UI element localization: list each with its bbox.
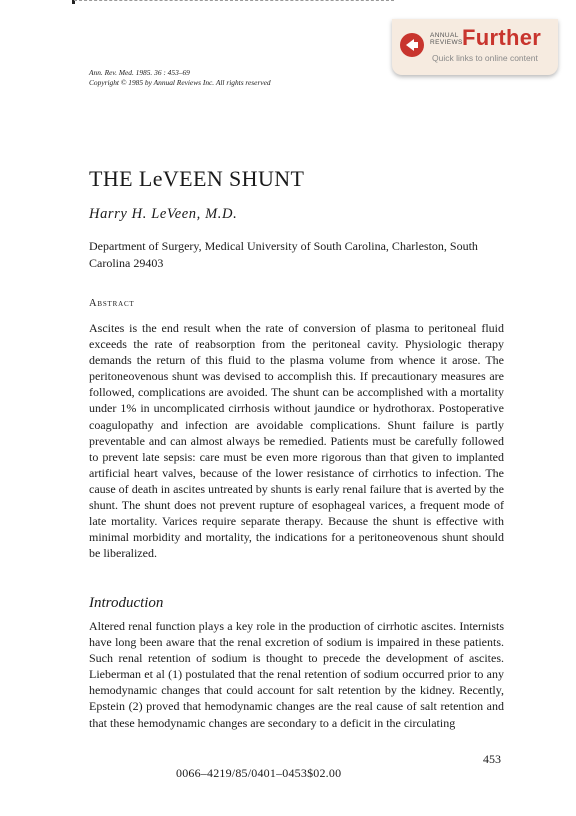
abstract-body: Ascites is the end result when the rate of conversion of plasma to peritoneal fluid exceeds the rate of reabsorption from the peritoneal cavity. Physiologic therapy demands the return of this fluid to the plasma volume from whence it arose. The peritoneovenous shunt was devised to accomplish this. If precautionary measures are followed, complications are avoided. The shunt can be accomplished with a mortality under 1% in uncomplicated cirrhosis without jaundice or hydrothorax. Postoperative coagulopathy and infection are avoidable complications. Shunt failure is partly preventable and can almost always be remedied. Patients must be carefully followed to prevent late sepsis: care must be even more rigorous than that given to implanted artificial heart valves, because of the lower resistance of cirrhotics to infection. The cause of death in ascites untreated by shunts is early renal failure that is averted by the shunt. The shunt does not prevent rupture of esophageal varices, a frequent mode of late mortality. Varices require separate therapy. Because the shunt is effective with minimal morbidity and mortality, the indications for a peritoneovenous shunt should be liberalized. <box>89 321 504 561</box>
article-title: THE LeVEEN SHUNT <box>89 166 305 191</box>
citation-line-2: Copyright © 1985 by Annual Reviews Inc. All rights reserved <box>89 77 271 87</box>
abstract-heading: Abstract <box>89 298 135 309</box>
annual-reviews-further-badge[interactable] <box>392 19 558 75</box>
journal-citation <box>89 68 271 87</box>
article-code: 0066–4219/85/0401–0453$02.00 <box>176 766 342 780</box>
back-arrow-icon <box>400 33 424 57</box>
further-label: Further <box>462 25 542 50</box>
citation-line-1: Ann. Rev. Med. 1985. 36 : 453–69 <box>89 68 190 77</box>
page-number: 453 <box>483 752 501 766</box>
scan-edge-line <box>74 0 394 4</box>
introduction-body: Altered renal function plays a key role in the production of cirrhotic ascites. Internists have long been aware that the renal excretion of sodium is impaired in these patients. Such renal retention of sodium is thought to precede the development of ascites. Lieberman et al (1) postulated that the renal retention of sodium occurred prior to any hemodynamic changes that could account for salt retention by the kidney. Recently, Epstein (2) proved that hemodynamic changes are the real cause of salt retention and that these hemodynamic changes are secondary to a deficit in the circulating <box>89 619 504 730</box>
annual-reviews-logo-text: ANNUAL REVIEWS <box>430 32 463 46</box>
author-name: Harry H. LeVeen, M.D. <box>89 206 238 222</box>
quick-links-label: Quick links to online content <box>432 53 538 63</box>
introduction-heading: Introduction <box>89 595 164 611</box>
author-affiliation: Department of Surgery, Medical University of South Carolina, Charleston, South Carolina 29403 <box>89 239 478 270</box>
